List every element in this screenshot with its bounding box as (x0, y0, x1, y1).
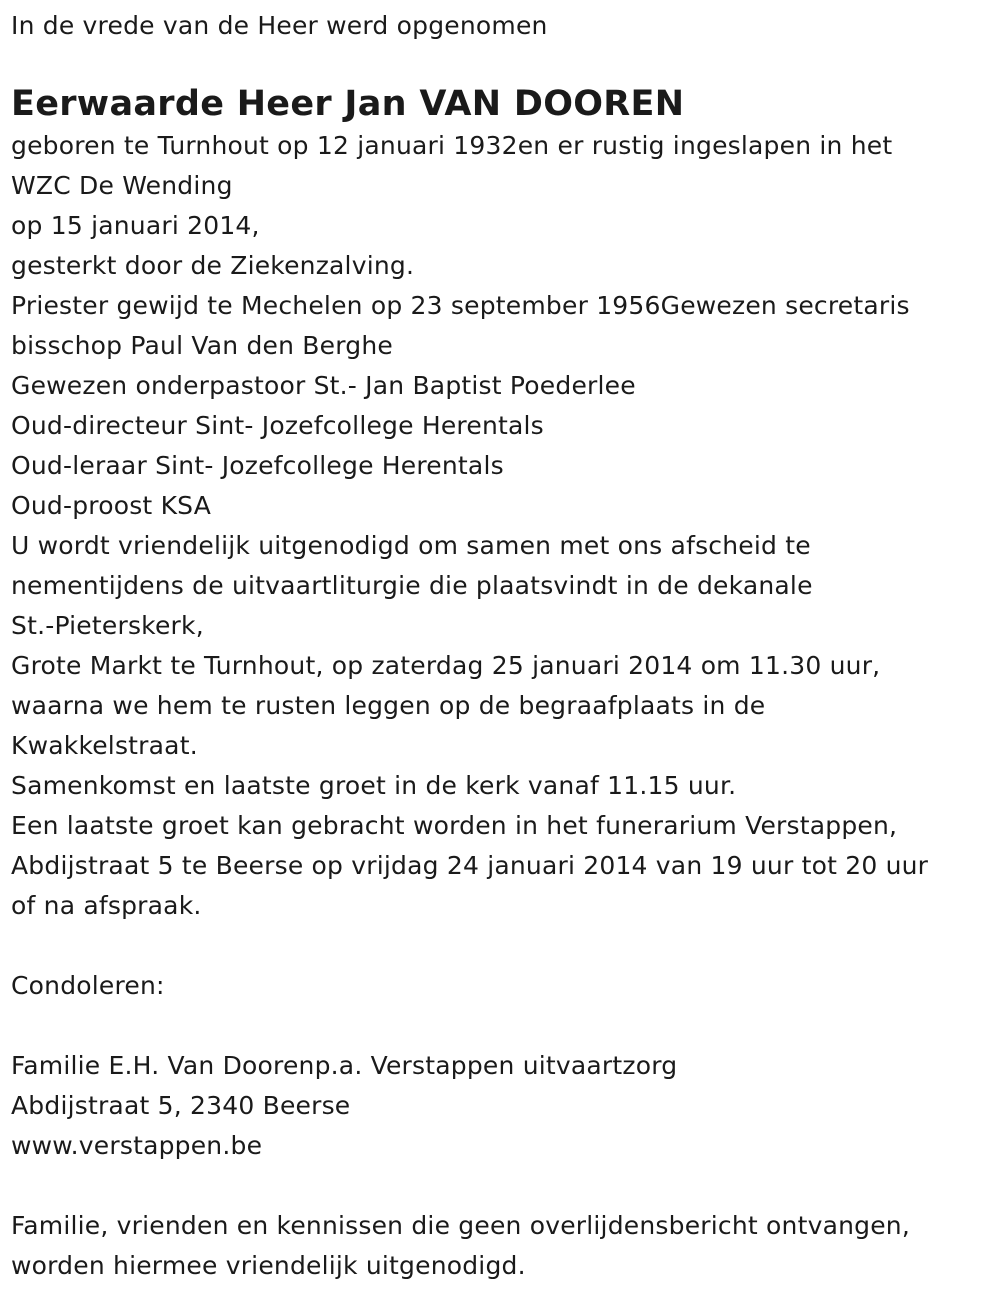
body-line: Oud-leraar Sint- Jozefcollege Herentals (11, 451, 504, 480)
body-line: bisschop Paul Van den Berghe (11, 331, 393, 360)
body-line: Grote Markt te Turnhout, op zaterdag 25 januari 2014 om 11.30 uur, (11, 651, 881, 680)
body-line: Samenkomst en laatste groet in de kerk vanaf 11.15 uur. (11, 771, 737, 800)
contact-line: Familie E.H. Van Doorenp.a. Verstappen uitvaartzorg (11, 1051, 678, 1080)
intro-text: In de vrede van de Heer werd opgenomen (11, 11, 548, 40)
contact-website: www.verstappen.be (11, 1131, 263, 1160)
body-line: geboren te Turnhout op 12 januari 1932en er rustig ingeslapen in het (11, 131, 893, 160)
body-line: Kwakkelstraat. (11, 731, 198, 760)
spacer (11, 1166, 1000, 1206)
body-line: Oud-directeur Sint- Jozefcollege Herentals (11, 411, 544, 440)
condolences-label: Condoleren: (11, 971, 165, 1000)
body-line: gesterkt door de Ziekenzalving. (11, 251, 415, 280)
closing-block (11, 1206, 1000, 1286)
spacer (11, 1006, 1000, 1046)
body-line: nementijdens de uitvaartliturgie die plaatsvindt in de dekanale (11, 571, 813, 600)
body-line: U wordt vriendelijk uitgenodigd om samen met ons afscheid te (11, 531, 811, 560)
body-line: Een laatste groet kan gebracht worden in het funerarium Verstappen, (11, 811, 898, 840)
body-line: waarna we hem te rusten leggen op de begraafplaats in de (11, 691, 766, 720)
body-line: Gewezen onderpastoor St.- Jan Baptist Poederlee (11, 371, 636, 400)
body-line: Oud-proost KSA (11, 491, 212, 520)
body-line: WZC De Wending (11, 171, 233, 200)
deceased-name: Eerwaarde Heer Jan VAN DOOREN (11, 84, 685, 124)
body-line: Abdijstraat 5 te Beerse op vrijdag 24 januari 2014 van 19 uur tot 20 uur (11, 851, 929, 880)
body-line: op 15 januari 2014, (11, 211, 260, 240)
spacer (11, 926, 1000, 966)
closing-line: Familie, vrienden en kennissen die geen overlijdensbericht ontvangen, (11, 1211, 910, 1240)
closing-line: worden hiermee vriendelijk uitgenodigd. (11, 1251, 526, 1280)
body-line: St.-Pieterskerk, (11, 611, 204, 640)
body-line: Priester gewijd te Mechelen op 23 september 1956Gewezen secretaris (11, 291, 910, 320)
body-line: of na afspraak. (11, 891, 202, 920)
contact-line: Abdijstraat 5, 2340 Beerse (11, 1091, 351, 1120)
obituary-body (11, 126, 1000, 926)
contact-block (11, 1046, 1000, 1166)
